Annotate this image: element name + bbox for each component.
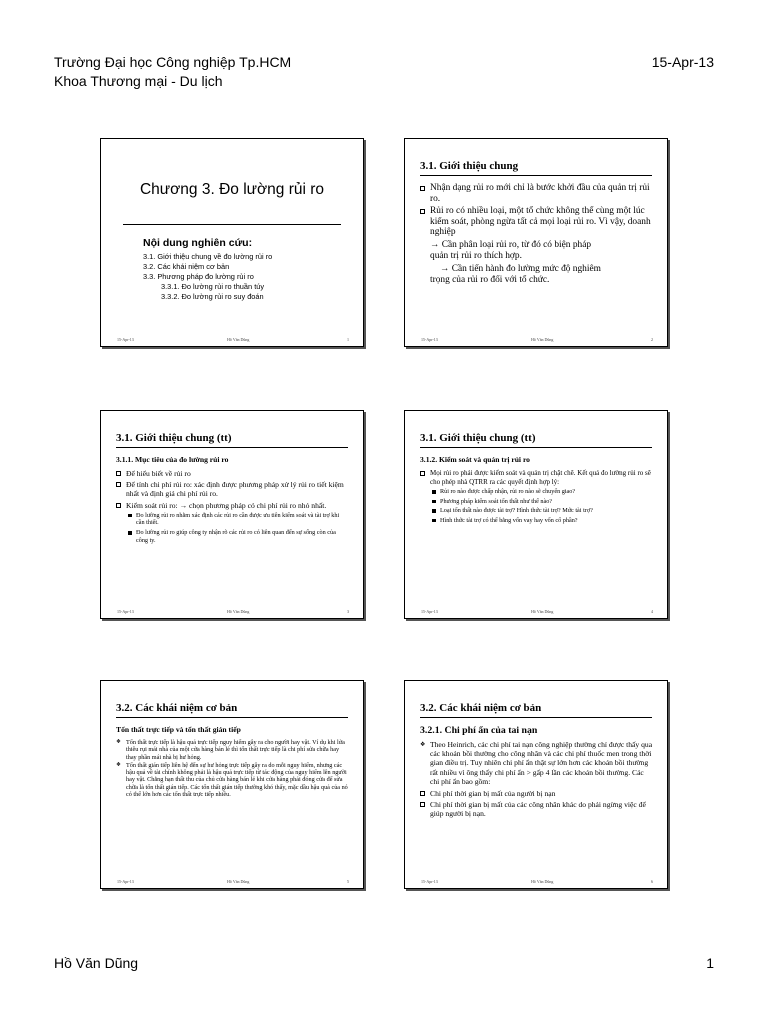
slide-body <box>420 455 653 527</box>
bullet: Chi phí thời gian bị mất của các công nhân khác do phải ngừng việc để giúp người bị nạn. <box>420 800 653 818</box>
slide-body <box>420 725 653 821</box>
section-heading: Tổn thất trực tiếp và tổn thất gián tiếp <box>116 725 241 734</box>
slide-title: 3.1. Giới thiệu chung <box>420 160 652 176</box>
slide-footer-author: Hồ Văn Dũng <box>227 879 250 884</box>
slide-footer-author: Hồ Văn Dũng <box>227 337 250 342</box>
slide-title: 3.1. Giới thiệu chung (tt) <box>420 432 652 448</box>
contents-item: 3.3.1. Đo lường rủi ro thuần túy <box>161 282 265 291</box>
bullet: Chi phí thời gian bị mất của người bị nạn <box>420 789 653 798</box>
sub-bullet: Rủi ro nào được chấp nhận, rủi ro nào sẽ chuyển giao? <box>420 488 653 496</box>
arrow-line: → Cần tiến hành đo lường mức độ nghiêm <box>440 264 601 275</box>
sub-bullet: Hình thức tài trợ có thể bằng vốn vay hay vốn cổ phần? <box>420 517 653 525</box>
contents-item: 3.1. Giới thiệu chung về đo lường rủi ro <box>143 252 273 261</box>
arrow-line: → Cần phân loại rủi ro, từ đó có biện pháp <box>430 239 592 250</box>
slide-body <box>116 455 349 546</box>
arrow-point <box>420 240 653 261</box>
slide-number: 1 <box>347 337 349 342</box>
slide-3 <box>100 410 364 619</box>
arrow-line: quản trị rủi ro thích hợp. <box>430 250 522 261</box>
slide-title: 3.1. Giới thiệu chung (tt) <box>116 432 348 448</box>
slide-4 <box>404 410 668 619</box>
contents-item: 3.3.2. Đo lường rủi ro suy đoán <box>161 292 264 301</box>
slide-body <box>116 725 349 799</box>
sub-bullet: Phương pháp kiểm soát tổn thất như thế nào? <box>420 498 653 506</box>
slide-footer-author: Hồ Văn Dũng <box>227 609 250 614</box>
contents-item: 3.3. Phương pháp đo lường rủi ro <box>143 272 254 281</box>
section-heading: 3.1.2. Kiểm soát và quản trị rủi ro <box>420 455 530 464</box>
slide-title: 3.2. Các khái niệm cơ bản <box>420 702 652 718</box>
sub-bullet: Đo lường rủi ro nhằm xác định các rủi ro cần được ưu tiên kiểm soát và tài trợ khi cần thiết. <box>116 512 349 527</box>
slide-subtitle: Nội dung nghiên cứu: <box>143 237 253 249</box>
slide-number: 6 <box>651 879 653 884</box>
footer-author: Hồ Văn Dũng <box>54 955 139 971</box>
slide-title: Chương 3. Đo lường rủi ro <box>139 181 325 198</box>
slide-footer-author: Hồ Văn Dũng <box>531 337 554 342</box>
section-heading: 3.1.1. Mục tiêu của đo lường rủi ro <box>116 455 229 464</box>
slide-number: 4 <box>651 609 653 614</box>
slide-number: 3 <box>347 609 349 614</box>
diamond-bullet: ❖ Tổn thất trực tiếp là hậu quả trực tiếp nguy hiểm gây ra cho người hay vật. Ví dụ khi lửa thiêu rụi mái nhà của một cửa hàng bán lẻ thì tổn thất trực tiếp là chi phí sửa chữa hay thay phần mái nhà bị hư hỏng. <box>116 739 349 761</box>
faculty-name: Khoa Thương mại - Du lịch <box>54 73 223 89</box>
sub-bullet: Đo lường rủi ro giúp công ty nhận rõ các rủi ro có liên quan đến sự sống còn của công ty. <box>116 529 349 544</box>
bullet: Để tính chi phí rủi ro: xác định được phương pháp xử lý rủi ro tiết kiệm nhất và định giá chi phí rủi ro. <box>116 480 349 498</box>
slide-footer-date: 15-Apr-13 <box>117 609 134 614</box>
school-name: Trường Đại học Công nghiệp Tp.HCM <box>54 54 292 70</box>
section-heading: 3.2.1. Chi phí ẩn của tai nạn <box>420 725 538 736</box>
slide-footer-author: Hồ Văn Dũng <box>531 609 554 614</box>
bullet: Mọi rủi ro phải được kiểm soát và quản trị chặt chẽ. Kết quả đo lường rủi ro sẽ cho phép nhà QTRR ra các quyết định hợp lý: <box>420 469 653 486</box>
slide-footer-author: Hồ Văn Dũng <box>531 879 554 884</box>
page-header-left <box>54 53 291 91</box>
page-number: 1 <box>706 955 714 971</box>
slide-6 <box>404 680 668 889</box>
bullet: Rủi ro có nhiều loại, một tổ chức không thể cùng một lúc kiểm soát, phòng ngừa tất cả mọi loại rủi ro. Vì vậy, doanh nghiệp <box>420 206 653 238</box>
title-rule <box>123 224 341 225</box>
contents-list <box>143 252 272 302</box>
bullet: Kiểm soát rủi ro: → chọn phương pháp có chi phí rủi ro nhỏ nhất. <box>116 501 349 510</box>
arrow-line: trọng của rủi ro đối với tổ chức. <box>430 274 550 285</box>
diamond-bullet: ❖ Tổn thất gián tiếp liên hệ đến sự hư hỏng trực tiếp gây ra do mỗi nguy hiểm, nhưng các hậu quả về tài chính không phải là hậu quả trực tiếp từ tác động của nguy hiểm lên người hay vật. Chẳng hạn thất thu của chủ cửa hàng bán lẻ khi cửa hàng phải đóng cửa để sửa chữa là tổn thất gián tiếp. Các tổn thất gián tiếp thường khó thấy, mặc dầu hậu quả của nó có thể lớn hơn các tổn thất trực tiếp nhiều. <box>116 762 349 798</box>
slide-footer-date: 15-Apr-13 <box>117 337 134 342</box>
slide-2 <box>404 138 668 347</box>
bullet: Nhận dạng rủi ro mới chỉ là bước khởi đầu của quản trị rủi ro. <box>420 183 653 204</box>
contents-item: 3.2. Các khái niệm cơ bản <box>143 262 230 271</box>
slide-footer-date: 15-Apr-13 <box>421 337 438 342</box>
bullet: Để hiểu biết về rủi ro <box>116 469 349 478</box>
slide-1 <box>100 138 364 347</box>
slide-number: 2 <box>651 337 653 342</box>
slide-footer-date: 15-Apr-13 <box>421 879 438 884</box>
slide-footer-date: 15-Apr-13 <box>421 609 438 614</box>
slide-footer-date: 15-Apr-13 <box>117 879 134 884</box>
diamond-bullet: ❖ Theo Heinrich, các chi phí tai nạn công nghiệp thường chỉ được thấy qua các khoản bồi thường cho công nhân và các chi phí thuốc men trong thời gian điều trị. Tuy nhiên chi phí ẩn thật sự lớn hơn các khoản bồi thường rất nhiều vì ông thấy chi phí ẩn > gấp 4 lần các khoản bồi thường. Các chi phí ẩn bao gồm: <box>420 740 653 786</box>
arrow-point <box>420 264 653 285</box>
slide-number: 5 <box>347 879 349 884</box>
slide-body <box>420 183 653 288</box>
slide-5 <box>100 680 364 889</box>
slide-title: 3.2. Các khái niệm cơ bản <box>116 702 348 718</box>
sub-bullet: Loại tổn thất nào được tài trợ? Hình thức tài trợ? Mức tài trợ? <box>420 507 653 515</box>
header-date: 15-Apr-13 <box>651 54 714 70</box>
